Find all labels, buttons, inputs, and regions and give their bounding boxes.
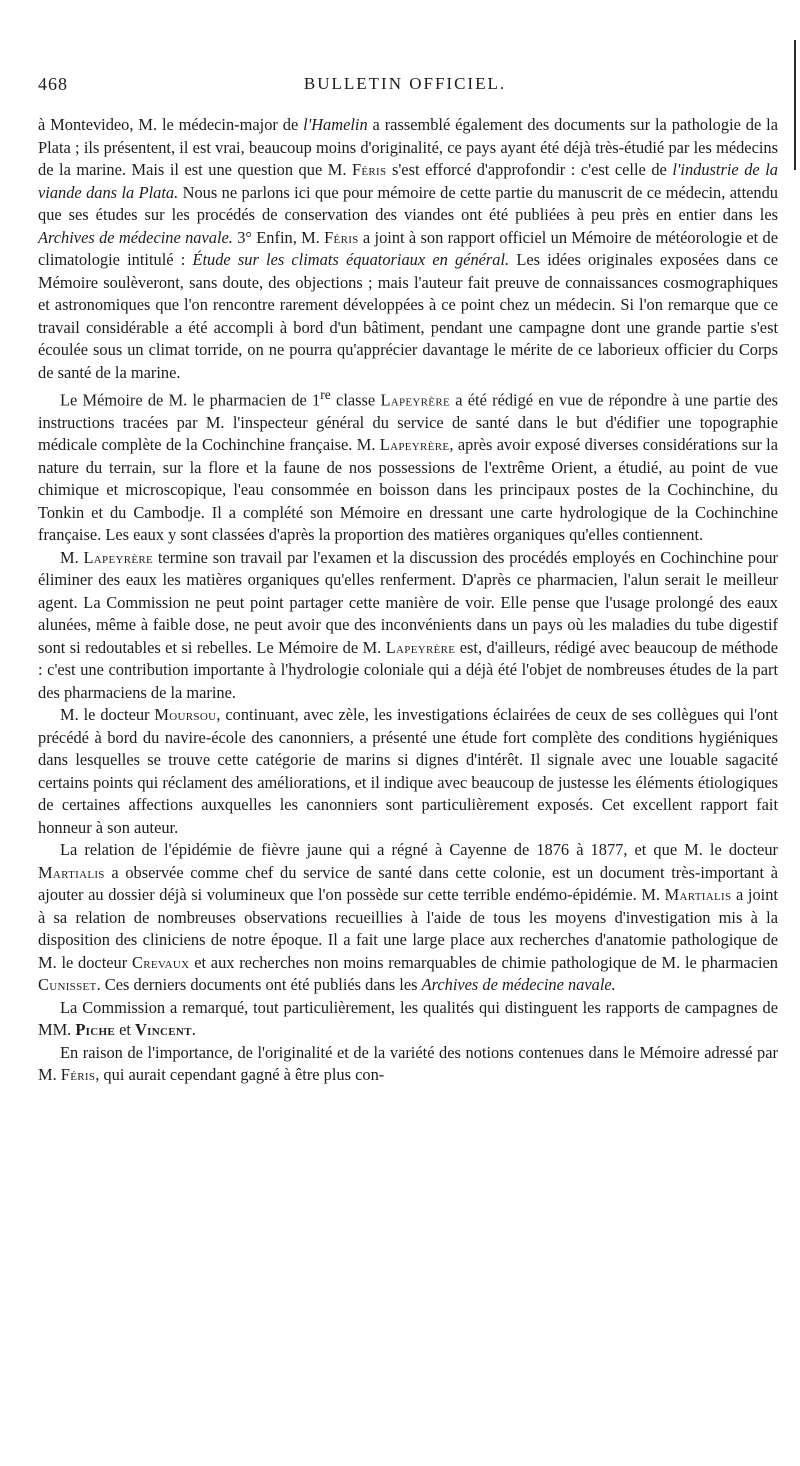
body-text <box>38 114 778 1087</box>
journal-title: BULLETIN OFFICIEL. <box>303 74 507 93</box>
paragraph-4: M. le docteur Moursou, continuant, avec zèle, les investigations éclairées de ceux de ses collègues qui l'ont précédé à bord du navire-école des canonniers, a présenté une étude fort complète des conditions hygiéniques dans lesquelles se trouve cette catégorie de marins si dignes d'intérêt. Il signale avec une louable sagacité certains points qui réclament des améliorations, et il indique avec beaucoup de justesse les éléments étiologiques de certaines affections auxquelles les canonniers sont particulièrement exposés. Cet excellent rapport fait honneur à son auteur. <box>38 705 778 837</box>
page-number: 468 <box>38 74 68 94</box>
paragraph-1: à Montevideo, M. le médecin-major de l'Hamelin a rassemblé également des documents sur la pathologie de la Plata ; ils présentent, il est vrai, beaucoup moins d'originalité, ce pays ayant été déjà très-étudié par les médecins de la marine. Mais il est une question que M. Féris s'est efforcé d'approfondir : c'est celle de l'industrie de la viande dans la Plata. Nous ne parlons ici que pour mémoire de cette partie du manuscrit de ce médecin, attendu que ses études sur les procédés de conservation des viandes ont été publiées à peu près en entier dans les Archives de médecine navale. 3° Enfin, M. Féris a joint à son rapport officiel un Mémoire de météorologie et de climatologie intitulé : Étude sur les climats équatoriaux en général. Les idées originales exposées dans ce Mémoire soulèveront, sans doute, des objections ; mais l'auteur fait preuve de connaissances cosmographiques et astronomiques que l'on rencontre rarement développées à ce point chez un médecin. Si l'on remarque que ce travail considérable a été accompli à bord d'un bâtiment, pendant une campagne dont une grande partie s'est écoulée sous un climat torride, on ne pourra qu'apprécier davantage le mérite de ce laborieux officier du Corps de santé de la marine. <box>38 115 779 382</box>
page-header <box>38 70 772 102</box>
page-edge-rule <box>794 40 796 170</box>
paragraph-7: En raison de l'importance, de l'originalité et de la variété des notions contenues dans le Mémoire adressé par M. Féris, qui aurait cependant gagné à être plus con- <box>38 1042 778 1085</box>
paragraph-6: La Commission a remarqué, tout particulièrement, les qualités qui distinguent les rapports de campagnes de MM. Piche et Vincent. <box>38 997 778 1040</box>
paragraph-2: Le Mémoire de M. le pharmacien de 1re classe Lapeyrère a été rédigé en vue de répondre à une partie des instructions tracées par M. l'inspecteur général du service de santé dans le but d'édifier une topographie médicale complète de la Cochinchine française. M. Lapeyrère, après avoir exposé diverses considérations sur la nature du terrain, sur la flore et la faune de nos possessions de l'extrême Orient, a étudié, au point de vue chimique et microscopique, l'eau consommée en boisson dans les principaux postes de la Cochinchine, du Tonkin et du Cambodje. Il a complété son Mémoire en dressant une carte hydrologique de la Cochinchine française. Les eaux y sont classées d'après la proportion des matières organiques qu'elles contiennent. <box>38 387 778 545</box>
paragraph-3: M. Lapeyrère termine son travail par l'examen et la discussion des procédés employés en Cochinchine pour éliminer des eaux les matières organiques qu'elles renferment. D'après ce pharmacien, l'alun serait le meilleur agent. La Commission ne peut point partager cette manière de voir. Elle pense que l'usage prolongé des eaux alunées, même à faible dose, ne peut avoir que des inconvénients dans un pays où les maladies du tube digestif sont si redoutables et si rebelles. Le Mémoire de M. Lapeyrère est, d'ailleurs, rédigé avec beaucoup de méthode : c'est une contribution importante à l'hydrologie coloniale qui a déjà été l'objet de nombreuses études de la part des pharmaciens de la marine. <box>38 547 778 702</box>
paragraph-5: La relation de l'épidémie de fièvre jaune qui a régné à Cayenne de 1876 à 1877, et que M. le docteur Martialis a observée comme chef du service de santé dans cette colonie, est un document très-important à ajouter au dossier déjà si volumineux que l'on possède sur cette terrible endémo-épidémie. M. Martialis a joint à sa relation de nombreuses observations recueillies à l'aide de tous les moyens d'investigation mis à la disposition des cliniciens de notre époque. Il a fait une large place aux recherches d'anatomie pathologique de M. le docteur Crevaux et aux recherches non moins remarquables de chimie pathologique de M. le pharmacien Cunisset. Ces derniers documents ont été publiés dans les Archives de médecine navale. <box>38 840 778 995</box>
